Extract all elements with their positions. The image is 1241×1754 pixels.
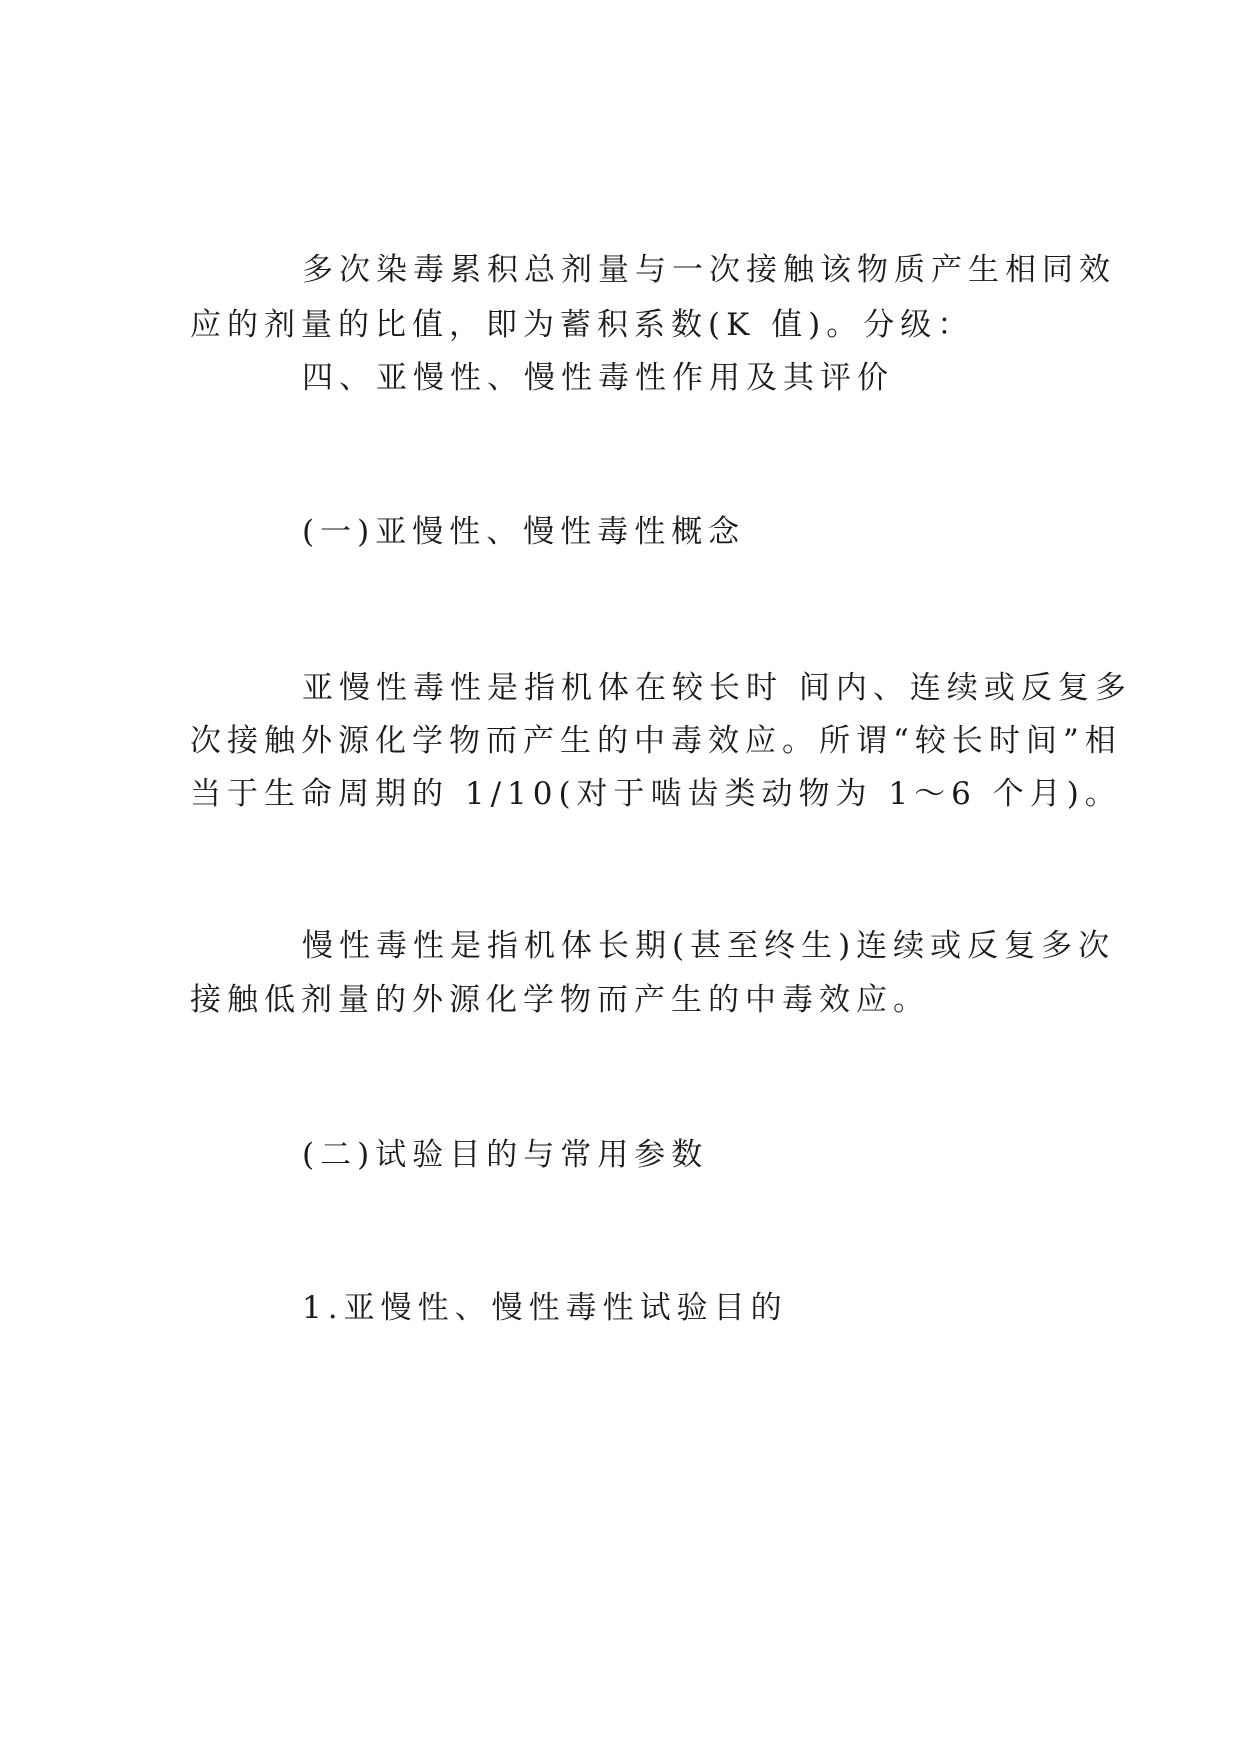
subsection-heading: (二)试验目的与常用参数	[302, 1137, 709, 1173]
section-heading: 四、亚慢性、慢性毒性作用及其评价	[302, 360, 894, 396]
paragraph-line: 慢性毒性是指机体长期(甚至终生)连续或反复多次	[302, 928, 1116, 964]
paragraph-line: 当于生命周期的 1/10(对于啮齿类动物为 1～6 个月)。	[190, 776, 1122, 812]
paragraph-line: 多次染毒累积总剂量与一次接触该物质产生相同效	[302, 252, 1116, 288]
list-item-heading: 1.亚慢性、慢性毒性试验目的	[302, 1290, 788, 1326]
paragraph-line: 应的剂量的比值，即为蓄积系数(K 值)。分级：	[190, 307, 975, 343]
paragraph-line: 接触低剂量的外源化学物而产生的中毒效应。	[190, 982, 930, 1018]
paragraph-line: 次接触外源化学物而产生的中毒效应。所谓“较长时间”相	[190, 723, 1122, 759]
paragraph-line: 亚慢性毒性是指机体在较长时 间内、连续或反复多	[302, 670, 1132, 706]
subsection-heading: (一)亚慢性、慢性毒性概念	[302, 514, 746, 550]
